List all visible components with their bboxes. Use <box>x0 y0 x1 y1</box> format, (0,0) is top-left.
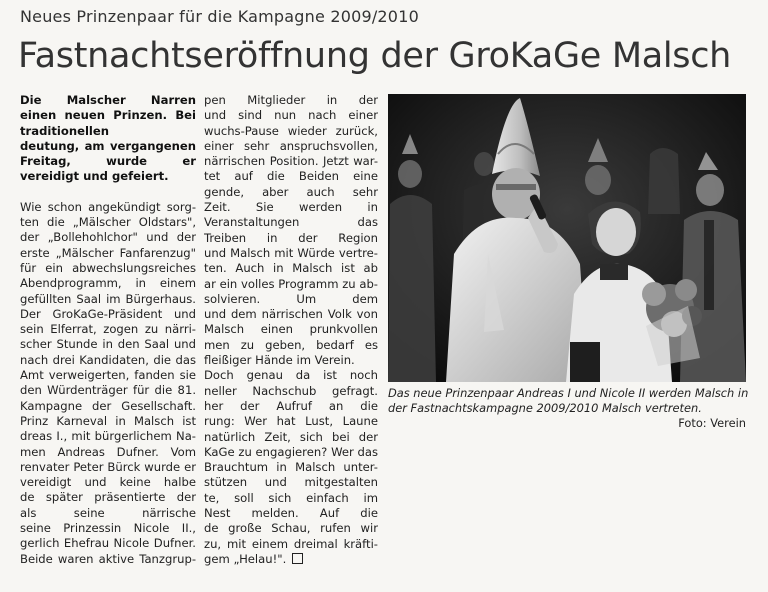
body-line: Wie schon angekündigt sorg- <box>20 199 196 214</box>
body-line: den Würdenträger für die 81. <box>20 383 196 398</box>
article-lead <box>20 93 196 185</box>
article-photo <box>388 94 746 382</box>
body-line: Zeit. Sie werden in <box>204 200 378 215</box>
article-kicker: Neues Prinzenpaar für die Kampagne 2009/2010 <box>20 7 419 26</box>
body-line: närrischen Position. Jetzt war- <box>204 154 378 169</box>
body-line: der „Bollehohlchor" und der <box>20 230 196 245</box>
closing-text: gem „Helau!". <box>204 551 287 566</box>
body-line: Nest melden. Auf die <box>204 506 378 521</box>
body-line: Malsch einen prunkvollen <box>204 322 378 337</box>
body-line: wuchs-Pause wieder zurück, <box>204 123 378 138</box>
article-column-2 <box>204 93 378 567</box>
body-line: men zu geben, bedarf es <box>204 337 378 352</box>
body-line: gende, aber auch sehr <box>204 184 378 199</box>
prince-couple-photo <box>388 94 746 382</box>
body-line: Treiben in der Region <box>204 230 378 245</box>
body-line: erste „Mälscher Fanfarenzug" <box>20 245 196 260</box>
body-line: Amt verweigerten, fanden sie <box>20 368 196 383</box>
body-line: für ein abwechslungsreiches <box>20 260 196 275</box>
body-line: und sind nun nach einer <box>204 108 378 123</box>
lead-line: deutung, am vergangenen <box>20 138 196 153</box>
body-line: natürlich Zeit, sich bei der <box>204 429 378 444</box>
body-line: tet auf die Beiden eine <box>204 169 378 184</box>
body-line: fleißiger Hände im Verein. <box>204 353 355 368</box>
lead-line: Die Malscher Narren <box>20 93 196 107</box>
body-line: scher Stunde in den Saal und <box>20 337 196 352</box>
body-line: vereidigt und keine halbe <box>20 475 196 490</box>
body-line: zu, mit einem dreimal kräfti- <box>204 536 378 551</box>
photo-caption <box>388 386 748 415</box>
body-line: dreas I., mit bürgerlichem Na- <box>20 429 196 444</box>
body-line: de große Schau, rufen wir <box>204 521 378 536</box>
lead-line: traditionellen <box>20 123 110 138</box>
photo-credit: Foto: Verein <box>678 416 746 430</box>
body-line: Brauchtum in Malsch unter- <box>204 460 378 475</box>
body-line: KaGe zu engagieren? Wer das <box>204 444 378 459</box>
body-line: solvieren. Um dem <box>204 291 378 306</box>
body-line: seine Prinzessin Nicole II., <box>20 521 196 536</box>
article-headline: Fastnachtseröffnung der GroKaGe Malsch <box>18 36 732 76</box>
body-line: Veranstaltungen das <box>204 215 378 230</box>
end-of-article-mark <box>292 553 303 564</box>
body-line: ten. Auch in Malsch ist ab <box>204 261 378 276</box>
body-line: gerlich Ehefrau Nicole Dufner. <box>20 536 196 551</box>
body-line: Prinz Karneval in Malsch ist <box>20 413 196 428</box>
body-line: und Malsch mit Würde vertre- <box>204 245 378 260</box>
body-line: ten die „Mälscher Oldstars", <box>20 215 196 230</box>
article-column-1 <box>20 93 196 567</box>
lead-line: vereidigt und gefeiert. <box>20 169 169 184</box>
body-line: ar ein volles Programm zu ab- <box>204 276 378 291</box>
body-line-last <box>204 552 378 567</box>
caption-line: der Fastnachtskampagne 2009/2010 Malsch vertreten. <box>388 400 702 415</box>
body-line: her der Aufruf an die <box>204 398 378 413</box>
body-line: rung: Wer hat Lust, Laune <box>204 414 378 429</box>
body-line: stützen und mitgestalten <box>204 475 378 490</box>
body-line: pen Mitglieder in der <box>204 93 378 107</box>
body-line: renvater Peter Bürck wurde er <box>20 459 196 474</box>
body-line: nach drei Kandidaten, die das <box>20 352 196 367</box>
caption-line: Das neue Prinzenpaar Andreas I und Nicole II werden Malsch in <box>388 386 749 400</box>
lead-line: Freitag, wurde er <box>20 154 196 169</box>
body-line: sein Elferrat, zogen zu närri- <box>20 322 196 337</box>
body-line: neller Nachschub gefragt. <box>204 383 378 398</box>
body-line: te, soll sich einfach im <box>204 490 378 505</box>
body-line: Kampagne der Gesellschaft. <box>20 398 196 413</box>
body-line: Der GroKaGe-Präsident und <box>20 306 196 321</box>
lead-line: einen neuen Prinzen. Bei <box>20 108 196 123</box>
body-line: de später präsentierte der <box>20 490 196 505</box>
body-line: gefüllten Saal im Bürgerhaus. <box>20 291 196 306</box>
body-line: und dem närrischen Volk von <box>204 307 378 322</box>
body-line: Doch genau da ist noch <box>204 368 378 383</box>
body-line: Abendprogramm, in einem <box>20 276 196 291</box>
body-line: einer sehr anspruchsvollen, <box>204 138 378 153</box>
body-line: men Andreas Dufner. Vom <box>20 444 196 459</box>
body-line: Beide waren aktive Tanzgrup- <box>20 551 196 566</box>
body-line: als seine närrische <box>20 505 196 520</box>
article-body-col1 <box>20 200 196 567</box>
paragraph-gap <box>20 185 196 200</box>
